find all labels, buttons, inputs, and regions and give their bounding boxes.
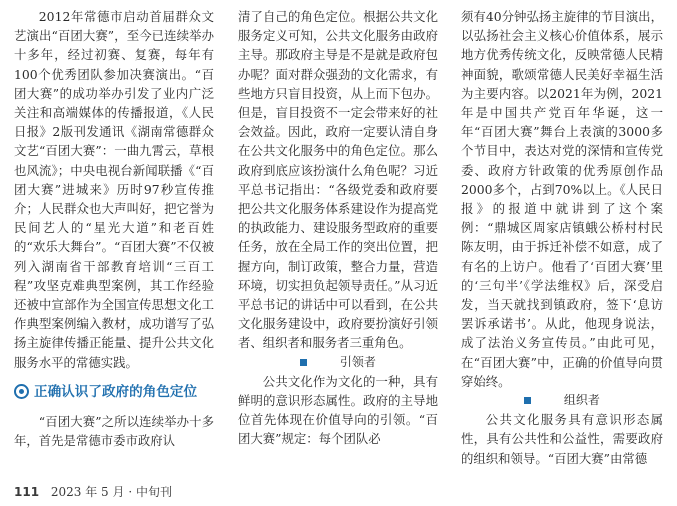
subheading-leader xyxy=(238,353,438,372)
subheading-organizer-text: 组织者 xyxy=(563,393,600,408)
square-bullet-icon xyxy=(524,397,531,404)
text-column-3 xyxy=(461,7,663,469)
section-heading xyxy=(14,382,214,402)
text-column-1 xyxy=(14,7,214,469)
subheading-leader-text: 引领者 xyxy=(339,354,376,369)
column3-paragraph-2: 公共文化服务具有意识形态属性，具有公共性和公益性，需要政府的组织和领导。“百团大赛”由常德 xyxy=(461,412,663,466)
issue-info: 2023 年 5 月 · 中旬刊 xyxy=(50,485,172,499)
column2-paragraph-1: 清了自己的角色定位。根据公共文化服务定义可知，公共文化服务由政府主导。那政府主导是不是就是政府包办呢？面对群众强劲的文化需求，有些地方只盲目投资，从上而下包办。但是，盲目投资不一定会带来好的社会效益。因此，政府一定要认清自身在公共文化服务中的角色定位。那么政府到底应该扮演什么角色呢？习近平总书记指出：“各级党委和政府要把公共文化服务体系建设作为提高党的执政能力、建设服务型政府的重要任务，放在全局工作的突出位置，把握方向，制订政策，整合力量，营造环境，切实担负起领导责任。”从习近平总书记的讲话中可以看到，在公共文化服务建设中，政府要扮演好引领者、组织者和服务者三重角色。 xyxy=(238,9,438,351)
text-column-2 xyxy=(238,7,438,469)
column1-paragraph-1: 2012年常德市启动首届群众文艺演出“百团大赛”，至今已连续举办十多年，经过初赛、复赛，每年有100个优秀团队参加决赛演出。“百团大赛”的成功举办引发了业内广泛关注和高端媒体的传播报道，《人民日报》2版刊发通讯《湖南常德群众文艺“百团大赛”：一曲九霄云，草根也风流》；中央电视台新闻联播《“百团大赛”进城来》历时97秒宣传推介；人民群众也大声叫好，把它誉为民间艺人的“星光大道”和老百姓的“欢乐大舞台”。“百团大赛”不仅被列入湖南省干部教育培训“三百工程”攻坚克难典型案例，其工作经验还被中宣部作为全国宣传思想文化工作典型案例编入教材，成功谱写了弘扬主旋律传播正能量、提升公共文化服务水平的常德实践。 xyxy=(14,9,214,370)
page-footer xyxy=(14,484,172,500)
subheading-organizer xyxy=(461,391,663,410)
section-heading-text: 正确认识了政府的角色定位 xyxy=(34,383,198,400)
column1-paragraph-2: “百团大赛”之所以连续举办十多年，首先是常德市委市政府认 xyxy=(14,413,214,449)
column3-paragraph-1: 须有40分钟弘扬主旋律的节目演出，以弘扬社会主义核心价值体系，展示地方优秀传统文化，反映常德人民精神面貌，歌颂常德人民美好幸福生活为主要内容。以2021年为例，2021年是中国共产党百年华诞，这一年“百团大赛”舞台上表演的3000多个节目中，表达对党的深情和宣传党委、政府方针政策的优秀原创作品2000多个，占到70%以上。《人民日报》的报道中就讲到了这个案例：“鼎城区周家店镇蛾公桥村村民陈友明，由于拆迁补偿不如意，成了有名的上访户。他看了‘百团大赛’里的‘三句半’《学法维权》后，深受启发，当天就找到镇政府，签下‘息访罢诉承诺书’。从此，他现身说法，成了法治义务宣传员。”由此可见，在“百团大赛”中，正确的价值导向贯穿始终。 xyxy=(461,9,663,389)
page-number: 111 xyxy=(14,485,40,499)
column2-paragraph-2: 公共文化作为文化的一种，具有鲜明的意识形态属性。政府的主导地位首先体现在价值导向的引领。“百团大赛”规定：每个团队必 xyxy=(238,373,438,447)
square-bullet-icon xyxy=(300,359,307,366)
target-icon xyxy=(14,384,29,399)
